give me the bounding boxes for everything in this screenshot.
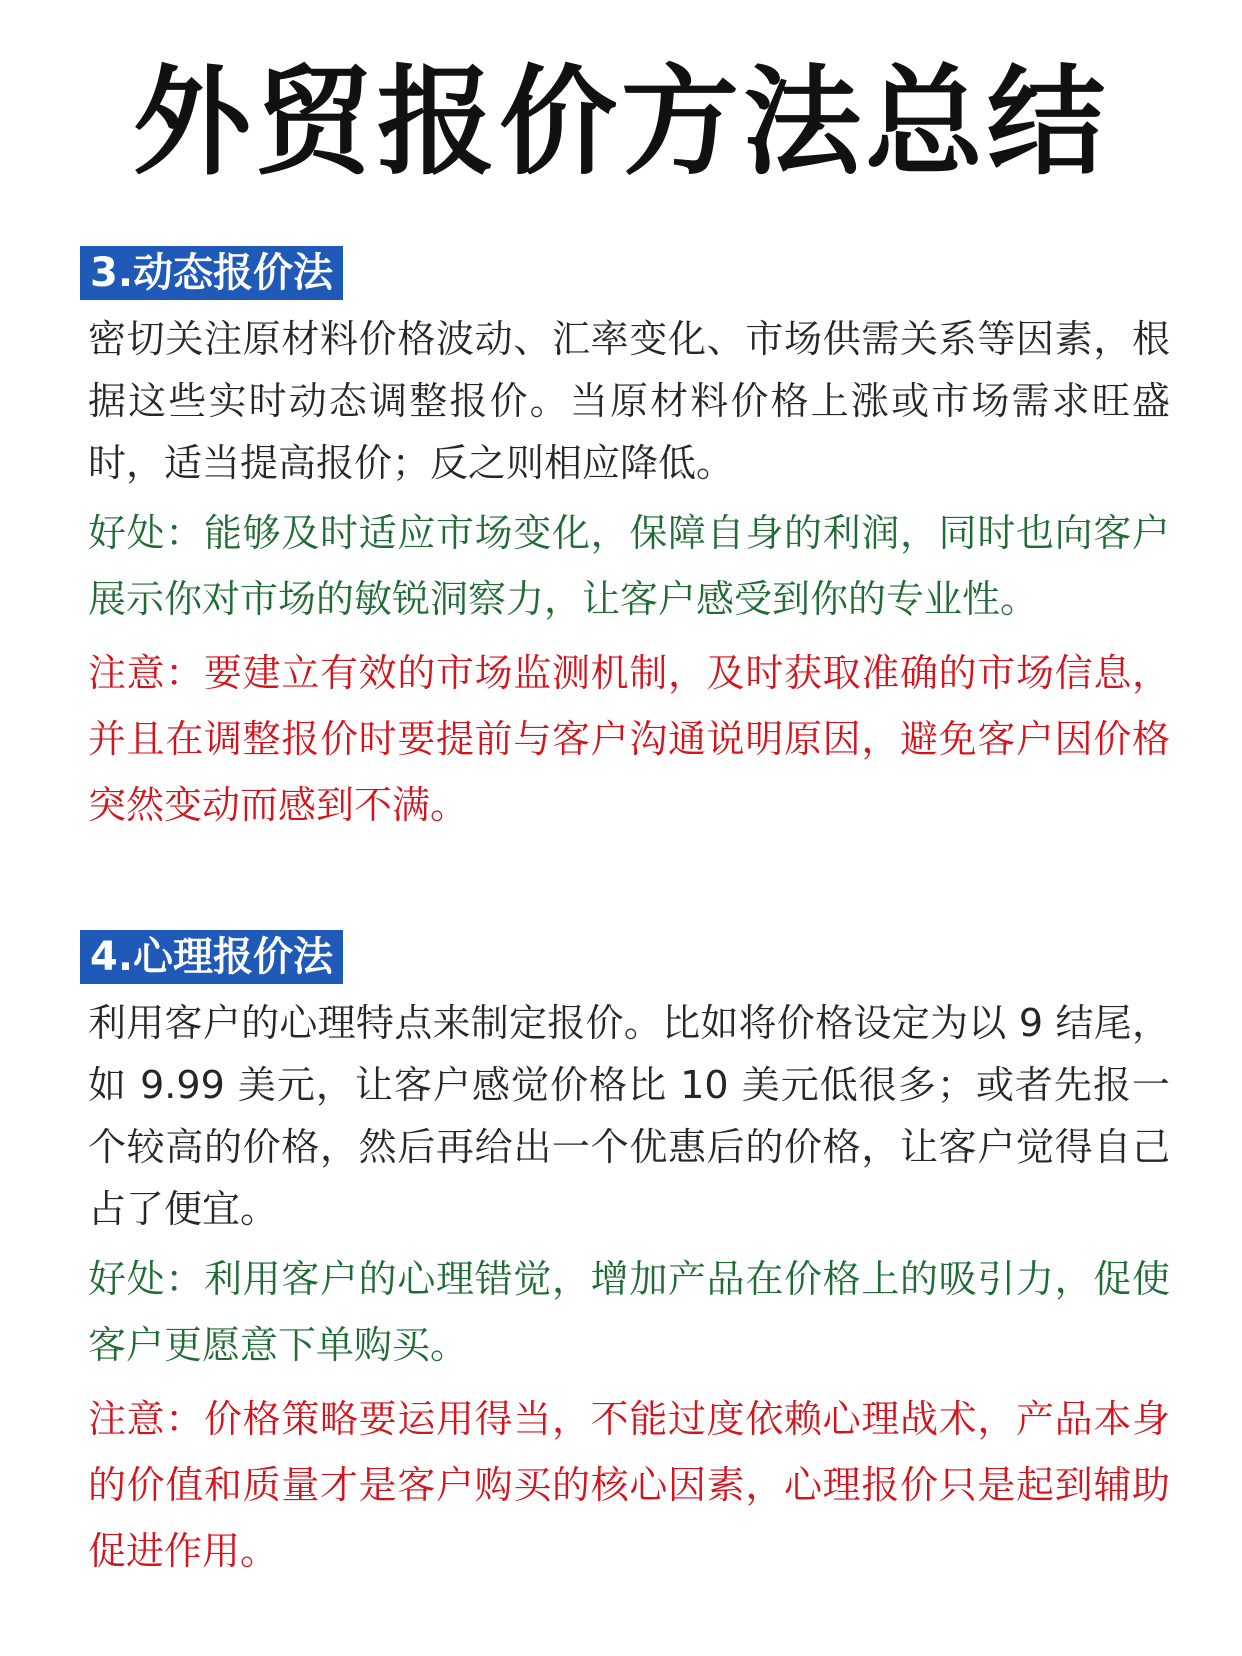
section-psychological-pricing <box>88 930 1170 1584</box>
section-caution: 注意：要建立有效的市场监测机制，及时获取准确的市场信息，并且在调整报价时要提前与客户沟通说明原因，避免客户因价格突然变动而感到不满。 <box>88 651 1170 827</box>
page-title: 外贸报价方法总结 <box>132 53 1109 191</box>
section-benefit: 好处：利用客户的心理错觉，增加产品在价格上的吸引力，促使客户更愿意下单购买。 <box>88 1257 1170 1367</box>
section-heading: 4.心理报价法 <box>80 930 343 984</box>
section-body: 密切关注原材料价格波动、汇率变化、市场供需关系等因素，根据这些实时动态调整报价。当原材料价格上涨或市场需求旺盛时，适当提高报价；反之则相应降低。 <box>88 317 1170 485</box>
section-heading: 3.动态报价法 <box>80 246 343 300</box>
section-body: 利用客户的心理特点来制定报价。比如将价格设定为以 9 结尾，如 9.99 美元，让客户感觉价格比 10 美元低很多；或者先报一个较高的价格，然后再给出一个优惠后的价格，让客户觉得自己占了便宜。 <box>88 1001 1170 1231</box>
section-dynamic-pricing <box>88 246 1170 838</box>
section-benefit: 好处：能够及时适应市场变化，保障自身的利润，同时也向客户展示你对市场的敏锐洞察力，让客户感受到你的专业性。 <box>88 511 1170 621</box>
section-caution: 注意：价格策略要运用得当，不能过度依赖心理战术，产品本身的价值和质量才是客户购买的核心因素，心理报价只是起到辅助促进作用。 <box>88 1397 1170 1573</box>
